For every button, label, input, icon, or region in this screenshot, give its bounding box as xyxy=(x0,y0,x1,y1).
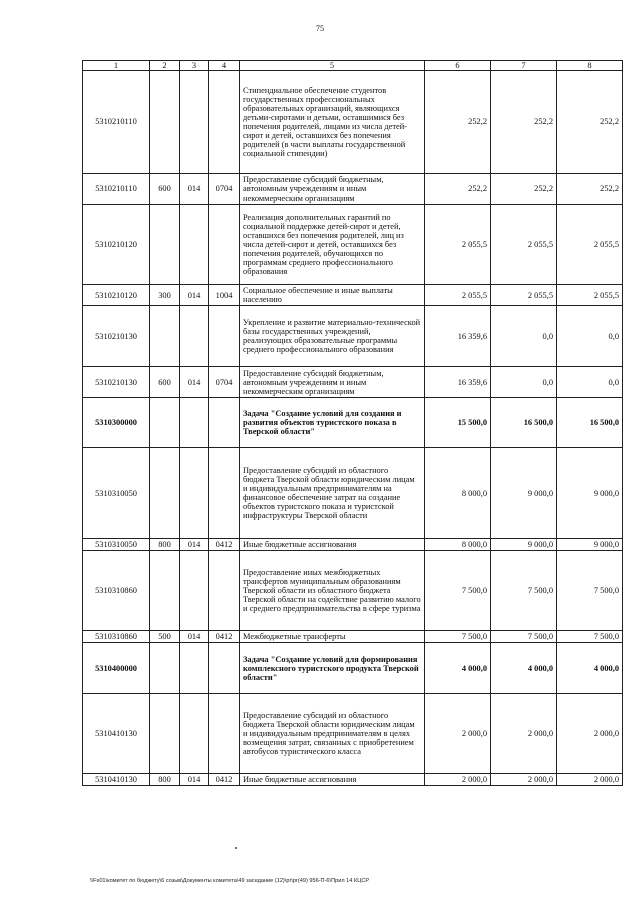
row-amount-year2: 16 500,0 xyxy=(491,398,557,448)
row-name: Иные бюджетные ассигнования xyxy=(240,774,425,786)
header-col-6: 6 xyxy=(425,61,491,71)
row-name: Предоставление субсидий бюджетным, автономным учреждениям и иным некоммерческим организациям xyxy=(240,174,425,205)
row-ministry-code xyxy=(180,551,209,631)
row-name: Стипендиальное обеспечение студентов государственных профессиональных образовательных организаций, являющихся детьми-сиротами и детьми, оставшимися без попечения родителей, лицами из числа детей-сирот и детей, оставшихся без попечения родителей (в части выплаты государственной социальной стипендии) xyxy=(240,71,425,174)
table-row xyxy=(83,551,623,631)
row-expense-type: 500 xyxy=(150,631,180,643)
row-expense-type xyxy=(150,205,180,285)
row-amount-year1: 252,2 xyxy=(425,71,491,174)
row-amount-year2: 7 500,0 xyxy=(491,551,557,631)
row-ministry-code: 014 xyxy=(180,774,209,786)
row-ministry-code xyxy=(180,643,209,694)
row-amount-year1: 252,2 xyxy=(425,174,491,205)
row-amount-year2: 0,0 xyxy=(491,306,557,367)
row-amount-year3: 7 500,0 xyxy=(557,631,623,643)
row-code: 5310410130 xyxy=(83,774,150,786)
row-amount-year1: 4 000,0 xyxy=(425,643,491,694)
row-name: Социальное обеспечение и иные выплаты населению xyxy=(240,285,425,306)
row-amount-year1: 16 359,6 xyxy=(425,306,491,367)
header-col-1: 1 xyxy=(83,61,150,71)
row-amount-year2: 9 000,0 xyxy=(491,539,557,551)
row-amount-year1: 8 000,0 xyxy=(425,539,491,551)
page-number: 75 xyxy=(316,24,324,33)
stray-mark xyxy=(235,847,237,849)
table-row xyxy=(83,285,623,306)
row-amount-year3: 9 000,0 xyxy=(557,539,623,551)
row-ministry-code: 014 xyxy=(180,631,209,643)
row-section-code xyxy=(209,448,240,539)
table-row xyxy=(83,643,623,694)
row-expense-type: 600 xyxy=(150,174,180,205)
row-amount-year3: 0,0 xyxy=(557,367,623,398)
row-ministry-code: 014 xyxy=(180,367,209,398)
row-amount-year3: 252,2 xyxy=(557,174,623,205)
row-section-code xyxy=(209,306,240,367)
row-code: 5310210120 xyxy=(83,205,150,285)
row-section-code xyxy=(209,398,240,448)
row-name: Иные бюджетные ассигнования xyxy=(240,539,425,551)
row-amount-year2: 7 500,0 xyxy=(491,631,557,643)
table-row xyxy=(83,306,623,367)
row-name: Задача "Создание условий для создания и развития объектов туристского показа в Тверской области" xyxy=(240,398,425,448)
table-row xyxy=(83,205,623,285)
row-amount-year2: 2 055,5 xyxy=(491,205,557,285)
table-row xyxy=(83,774,623,786)
row-section-code: 1004 xyxy=(209,285,240,306)
table-row xyxy=(83,174,623,205)
row-section-code xyxy=(209,551,240,631)
row-expense-type: 800 xyxy=(150,774,180,786)
row-amount-year2: 9 000,0 xyxy=(491,448,557,539)
row-code: 5310400000 xyxy=(83,643,150,694)
row-amount-year3: 7 500,0 xyxy=(557,551,623,631)
table-row xyxy=(83,71,623,174)
row-ministry-code xyxy=(180,205,209,285)
row-expense-type: 300 xyxy=(150,285,180,306)
row-code: 5310210130 xyxy=(83,306,150,367)
row-code: 5310310050 xyxy=(83,539,150,551)
row-amount-year1: 2 055,5 xyxy=(425,285,491,306)
row-ministry-code: 014 xyxy=(180,174,209,205)
row-amount-year1: 2 000,0 xyxy=(425,774,491,786)
row-amount-year1: 8 000,0 xyxy=(425,448,491,539)
row-amount-year2: 2 055,5 xyxy=(491,285,557,306)
row-code: 5310300000 xyxy=(83,398,150,448)
table-row xyxy=(83,694,623,774)
row-expense-type xyxy=(150,551,180,631)
table-row xyxy=(83,448,623,539)
row-amount-year3: 2 055,5 xyxy=(557,205,623,285)
header-col-5: 5 xyxy=(240,61,425,71)
footer-file-path: \\Fs01\комитет по бюджету\6 созыв\Документы комитета\49 заседание (12)\pr\pr(49) 956-П-6\Прил 14 КЦСР xyxy=(90,878,370,884)
row-amount-year3: 16 500,0 xyxy=(557,398,623,448)
row-amount-year3: 4 000,0 xyxy=(557,643,623,694)
row-section-code: 0704 xyxy=(209,367,240,398)
row-section-code: 0412 xyxy=(209,774,240,786)
row-name: Укрепление и развитие материально-технической базы государственных учреждений, реализующих образовательные программы среднего профессионального образования xyxy=(240,306,425,367)
header-col-4: 4 xyxy=(209,61,240,71)
table-row xyxy=(83,539,623,551)
row-name: Предоставление субсидий из областного бюджета Тверской области юридическим лицам и индивидуальным предпринимателям в целях возмещения затрат, связанных с приобретением автобусов туристического класса xyxy=(240,694,425,774)
table-row xyxy=(83,631,623,643)
row-name: Межбюджетные трансферты xyxy=(240,631,425,643)
row-expense-type xyxy=(150,694,180,774)
row-section-code xyxy=(209,643,240,694)
row-ministry-code xyxy=(180,71,209,174)
header-row xyxy=(83,61,623,71)
row-section-code: 0704 xyxy=(209,174,240,205)
row-name: Предоставление субсидий из областного бюджета Тверской области юридическим лицам и индивидуальным предпринимателям на финансовое обеспечение затрат на создание объектов туристского показа и туристской инфраструктуры Тверской области xyxy=(240,448,425,539)
row-code: 5310210110 xyxy=(83,71,150,174)
row-amount-year2: 2 000,0 xyxy=(491,694,557,774)
row-amount-year3: 0,0 xyxy=(557,306,623,367)
row-expense-type xyxy=(150,398,180,448)
row-expense-type: 600 xyxy=(150,367,180,398)
row-amount-year1: 2 000,0 xyxy=(425,694,491,774)
row-name: Предоставление субсидий бюджетным, автономным учреждениям и иным некоммерческим организациям xyxy=(240,367,425,398)
table-row xyxy=(83,367,623,398)
row-ministry-code xyxy=(180,694,209,774)
row-amount-year2: 2 000,0 xyxy=(491,774,557,786)
row-name: Реализация дополнительных гарантий по социальной поддержке детей-сирот и детей, оставшихся без попечения родителей, лиц из числа детей-сирот и детей, оставшихся без попечения родителей, обучающихся по программам среднего профессионального образования xyxy=(240,205,425,285)
row-name: Задача "Создание условий для формирования комплексного туристского продукта Тверской области" xyxy=(240,643,425,694)
row-amount-year2: 0,0 xyxy=(491,367,557,398)
table-row xyxy=(83,398,623,448)
row-expense-type xyxy=(150,306,180,367)
row-section-code xyxy=(209,205,240,285)
row-name: Предоставление иных межбюджетных трансфертов муниципальным образованиям Тверской области из областного бюджета Тверской области на содействие развитию малого и среднего предпринимательства в сфере туризма xyxy=(240,551,425,631)
row-amount-year1: 2 055,5 xyxy=(425,205,491,285)
row-code: 5310310050 xyxy=(83,448,150,539)
row-expense-type xyxy=(150,71,180,174)
row-code: 5310210120 xyxy=(83,285,150,306)
row-amount-year3: 252,2 xyxy=(557,71,623,174)
row-amount-year3: 2 000,0 xyxy=(557,694,623,774)
row-code: 5310410130 xyxy=(83,694,150,774)
row-section-code: 0412 xyxy=(209,631,240,643)
row-expense-type xyxy=(150,448,180,539)
row-amount-year2: 252,2 xyxy=(491,174,557,205)
row-amount-year3: 2 055,5 xyxy=(557,285,623,306)
row-section-code: 0412 xyxy=(209,539,240,551)
row-amount-year1: 16 359,6 xyxy=(425,367,491,398)
row-amount-year1: 7 500,0 xyxy=(425,551,491,631)
row-ministry-code xyxy=(180,448,209,539)
row-ministry-code xyxy=(180,306,209,367)
header-col-3: 3 xyxy=(180,61,209,71)
row-code: 5310310860 xyxy=(83,551,150,631)
row-ministry-code: 014 xyxy=(180,285,209,306)
row-amount-year1: 15 500,0 xyxy=(425,398,491,448)
header-col-2: 2 xyxy=(150,61,180,71)
header-col-7: 7 xyxy=(491,61,557,71)
row-amount-year2: 4 000,0 xyxy=(491,643,557,694)
row-amount-year1: 7 500,0 xyxy=(425,631,491,643)
budget-table xyxy=(82,60,623,786)
row-amount-year2: 252,2 xyxy=(491,71,557,174)
row-ministry-code xyxy=(180,398,209,448)
row-section-code xyxy=(209,694,240,774)
row-section-code xyxy=(209,71,240,174)
row-code: 5310210110 xyxy=(83,174,150,205)
row-expense-type: 800 xyxy=(150,539,180,551)
row-code: 5310310860 xyxy=(83,631,150,643)
row-expense-type xyxy=(150,643,180,694)
row-ministry-code: 014 xyxy=(180,539,209,551)
row-amount-year3: 2 000,0 xyxy=(557,774,623,786)
row-code: 5310210130 xyxy=(83,367,150,398)
row-amount-year3: 9 000,0 xyxy=(557,448,623,539)
header-col-8: 8 xyxy=(557,61,623,71)
